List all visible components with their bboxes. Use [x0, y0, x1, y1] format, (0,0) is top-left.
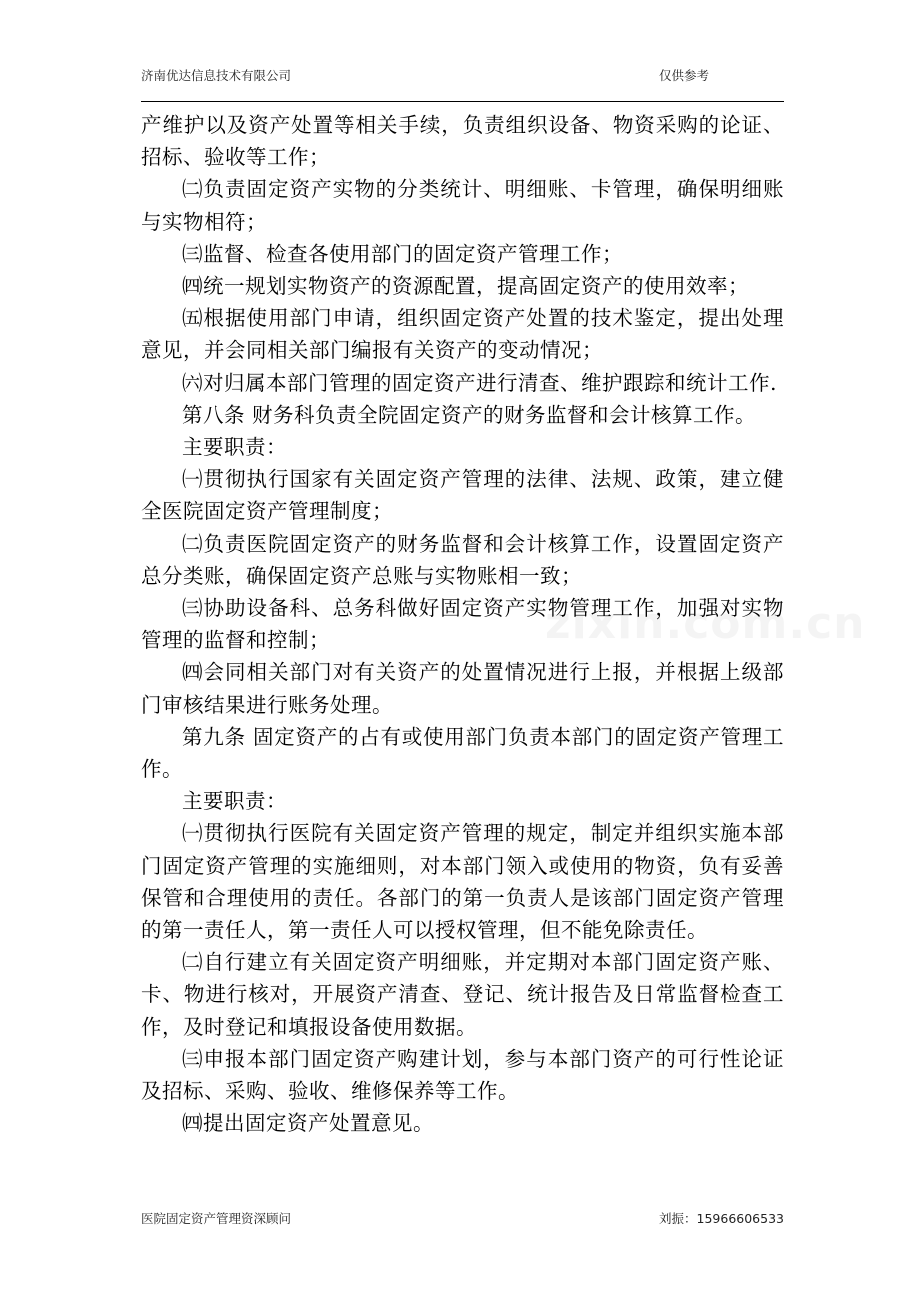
header-note: 仅供参考	[659, 68, 710, 83]
article-9-duties-label: 主要职责：	[182, 789, 287, 814]
header-divider	[141, 101, 784, 102]
article-9-item-2: ㈡自行建立有关固定资产明细账，并定期对本部门固定资产账、卡、物进行核对，开展资产清查、登记、统计报告及日常监督检查工作，及时登记和填报设备使用数据。	[141, 950, 784, 1039]
paragraph-item-5: ㈤根据使用部门申请，组织固定资产处置的技术鉴定，提出处理意见，并会同相关部门编报有关资产的变动情况；	[141, 306, 784, 363]
article-8-item-2: ㈡负责医院固定资产的财务监督和会计核算工作，设置固定资产总分类账，确保固定资产总账与实物账相一致；	[141, 531, 784, 588]
page-footer	[141, 1209, 784, 1233]
header-company-name: 济南优达信息技术有限公司	[141, 68, 292, 83]
paragraph-item-3: ㈢监督、检查各使用部门的固定资产管理工作；	[182, 241, 623, 266]
article-8-item-4: ㈣会同相关部门对有关资产的处置情况进行上报，并根据上级部门审核结果进行账务处理。	[141, 660, 784, 717]
page-header	[141, 66, 784, 94]
document-body	[141, 109, 784, 1140]
footer-title: 医院固定资产管理资深顾问	[141, 1211, 292, 1226]
article-8-heading: 第八条 财务科负责全院固定资产的财务监督和会计核算工作。	[182, 402, 757, 427]
article-8-duties-label: 主要职责：	[182, 435, 287, 460]
article-9-item-1: ㈠贯彻执行医院有关固定资产管理的规定，制定并组织实施本部门固定资产管理的实施细则，对本部门领入或使用的物资，负有妥善保管和合理使用的责任。各部门的第一负责人是该部门固定资产管理的第一责任人，第一责任人可以授权管理，但不能免除责任。	[141, 821, 784, 943]
paragraph-continuation: 产维护以及资产处置等相关手续，负责组织设备、物资采购的论证、招标、验收等工作；	[141, 113, 784, 170]
article-9-item-3: ㈢申报本部门固定资产购建计划，参与本部门资产的可行性论证及招标、采购、验收、维修保养等工作。	[141, 1046, 784, 1104]
article-9-item-4: ㈣提出固定资产处置意见。	[182, 1111, 434, 1136]
paragraph-item-2: ㈡负责固定资产实物的分类统计、明细账、卡管理，确保明细账与实物相符；	[141, 177, 784, 234]
article-8-item-1: ㈠贯彻执行国家有关固定资产管理的法律、法规、政策，建立健全医院固定资产管理制度；	[141, 467, 784, 524]
footer-contact: 刘振：15966606533	[659, 1211, 784, 1226]
paragraph-item-4: ㈣统一规划实物资产的资源配置，提高固定资产的使用效率；	[182, 274, 749, 299]
article-8-item-3: ㈢协助设备科、总务科做好固定资产实物管理工作，加强对实物管理的监督和控制；	[141, 596, 784, 653]
article-9-heading: 第九条 固定资产的占有或使用部门负责本部门的固定资产管理工作。	[141, 724, 784, 782]
paragraph-item-6: ㈥对归属本部门管理的固定资产进行清查、维护跟踪和统计工作.	[182, 370, 778, 395]
